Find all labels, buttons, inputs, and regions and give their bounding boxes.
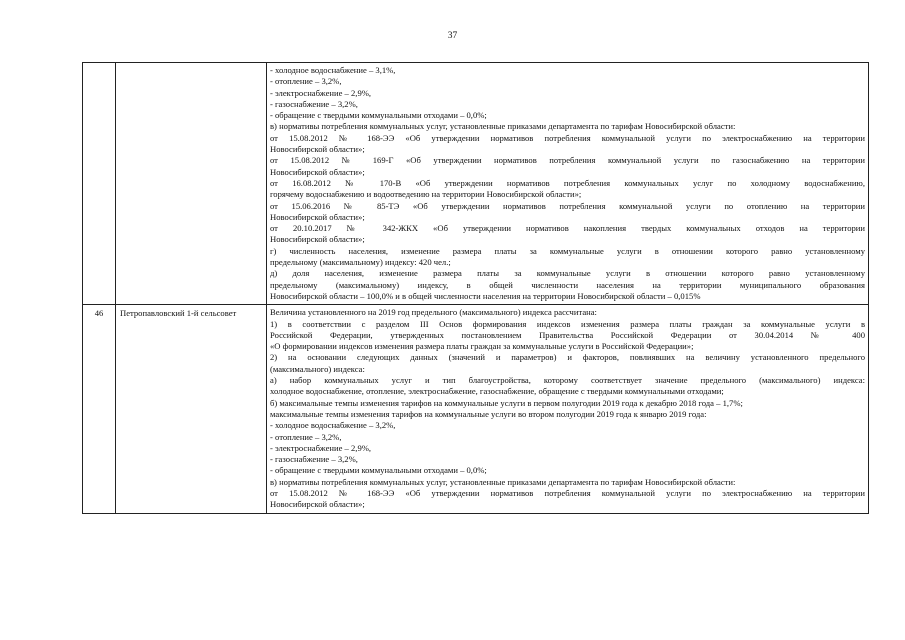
text-line: Новосибирской области»;	[270, 211, 365, 222]
text-line: Новосибирской области»;	[270, 166, 365, 177]
text-line: г) численность населения, изменение размера платы за коммунальные услуги в отношении которого равно установленному	[270, 245, 865, 256]
text-line: от 15.08.2012 № 168-ЭЭ «Об утверждении нормативов потребления коммунальной услуги по электроснабжению на территории	[270, 487, 865, 498]
text-line: в) нормативы потребления коммунальных услуг, установленные приказами департамента по тарифам Новосибирской области:	[270, 476, 736, 487]
text-line: от 15.06.2016 № 85-ТЭ «Об утверждении нормативов потребления коммунальной услуги по отоплению на территории	[270, 200, 865, 211]
text-line: 1) в соответствии с разделом III Основ формирования индексов изменения размера платы граждан за коммунальные услуги в	[270, 318, 865, 329]
text-line: предельному (максимальному) индексу: 420 чел.;	[270, 257, 451, 268]
text-line: Российской Федерации, утвержденных постановлением Правительства Российской Федерации от 30.04.2014 № 400	[270, 329, 865, 340]
text-line: - отопление – 3,2%,	[270, 76, 342, 87]
text-line: - обращение с твердыми коммунальными отходами – 0,0%;	[270, 465, 487, 476]
text-line: а) набор коммунальных услуг и тип благоустройства, которому соответствует значение предельного (максимального) индекса:	[270, 375, 865, 386]
text-line: - электроснабжение – 2,9%,	[270, 87, 372, 98]
row-number-cell: 46	[83, 305, 116, 513]
index-description-cell	[267, 305, 869, 513]
municipality-name-cell	[116, 63, 267, 305]
municipality-name-cell: Петропавловский 1-й сельсовет	[116, 305, 267, 513]
text-line: «О формировании индексов изменения размера платы граждан за коммунальные услуги в Российской Федерации»;	[270, 341, 694, 352]
text-line: - газоснабжение – 3,2%,	[270, 454, 358, 465]
text-line: от 15.08.2012 № 169-Г «Об утверждении нормативов потребления коммунальной услуги по газоснабжению на территории	[270, 155, 865, 166]
indices-table	[82, 62, 869, 514]
table-row	[83, 63, 869, 305]
row-number-cell	[83, 63, 116, 305]
text-line: - отопление – 3,2%,	[270, 431, 342, 442]
text-line: - обращение с твердыми коммунальными отходами – 0,0%;	[270, 110, 487, 121]
page-number: 37	[447, 31, 458, 41]
table-body	[83, 63, 869, 514]
text-line: Новосибирской области»;	[270, 144, 365, 155]
text-line: Величина установленного на 2019 год предельного (максимального) индекса рассчитана:	[270, 307, 597, 318]
table-row	[83, 305, 869, 513]
text-line: - холодное водоснабжение – 3,2%,	[270, 420, 396, 431]
text-line: Новосибирской области»;	[270, 499, 365, 510]
text-line: от 20.10.2017 № 342-ЖКХ «Об утверждении нормативов накопления твердых коммунальных отходов на территории	[270, 223, 865, 234]
text-line: максимальные темпы изменения тарифов на коммунальные услуги во втором полугодии 2019 года к январю 2019 года:	[270, 408, 707, 419]
text-line: (максимального) индекса:	[270, 363, 365, 374]
text-line: Новосибирской области – 100,0% и в общей численности населения на территории Новосибирской области – 0,015%	[270, 290, 701, 301]
text-line: - холодное водоснабжение – 3,1%,	[270, 65, 396, 75]
text-line: от 16.08.2012 № 170-В «Об утверждении нормативов потребления коммунальных услуг по холодному водоснабжению,	[270, 177, 865, 188]
text-line: от 15.08.2012 № 168-ЭЭ «Об утверждении нормативов потребления коммунальной услуги по электроснабжению на территории	[270, 132, 865, 143]
text-line: - электроснабжение – 2,9%,	[270, 442, 372, 453]
text-line: - газоснабжение – 3,2%,	[270, 98, 358, 109]
text-line: д) доля населения, изменение размера платы за коммунальные услуги в отношении которого равно установленному	[270, 268, 865, 279]
text-line: в) нормативы потребления коммунальных услуг, установленные приказами департамента по тарифам Новосибирской области:	[270, 121, 736, 132]
text-line: 2) на основании следующих данных (значений и параметров) и факторов, повлиявших на величину установленного предельного	[270, 352, 865, 363]
text-line: б) максимальные темпы изменения тарифов на коммунальные услуги в первом полугодии 2019 года к декабрю 2018 года – 1,7%;	[270, 397, 743, 408]
text-line: холодное водоснабжение, отопление, электроснабжение, газоснабжение, обращение с твердыми коммунальными отходами;	[270, 386, 724, 397]
text-line: предельному (максимальному) индексу, в общей численности населения на территории муниципального образования	[270, 279, 865, 290]
index-description-cell	[267, 63, 869, 305]
text-line: Новосибирской области»;	[270, 234, 365, 245]
text-line: горячему водоснабжению и водоотведению на территории Новосибирской области»;	[270, 189, 582, 200]
